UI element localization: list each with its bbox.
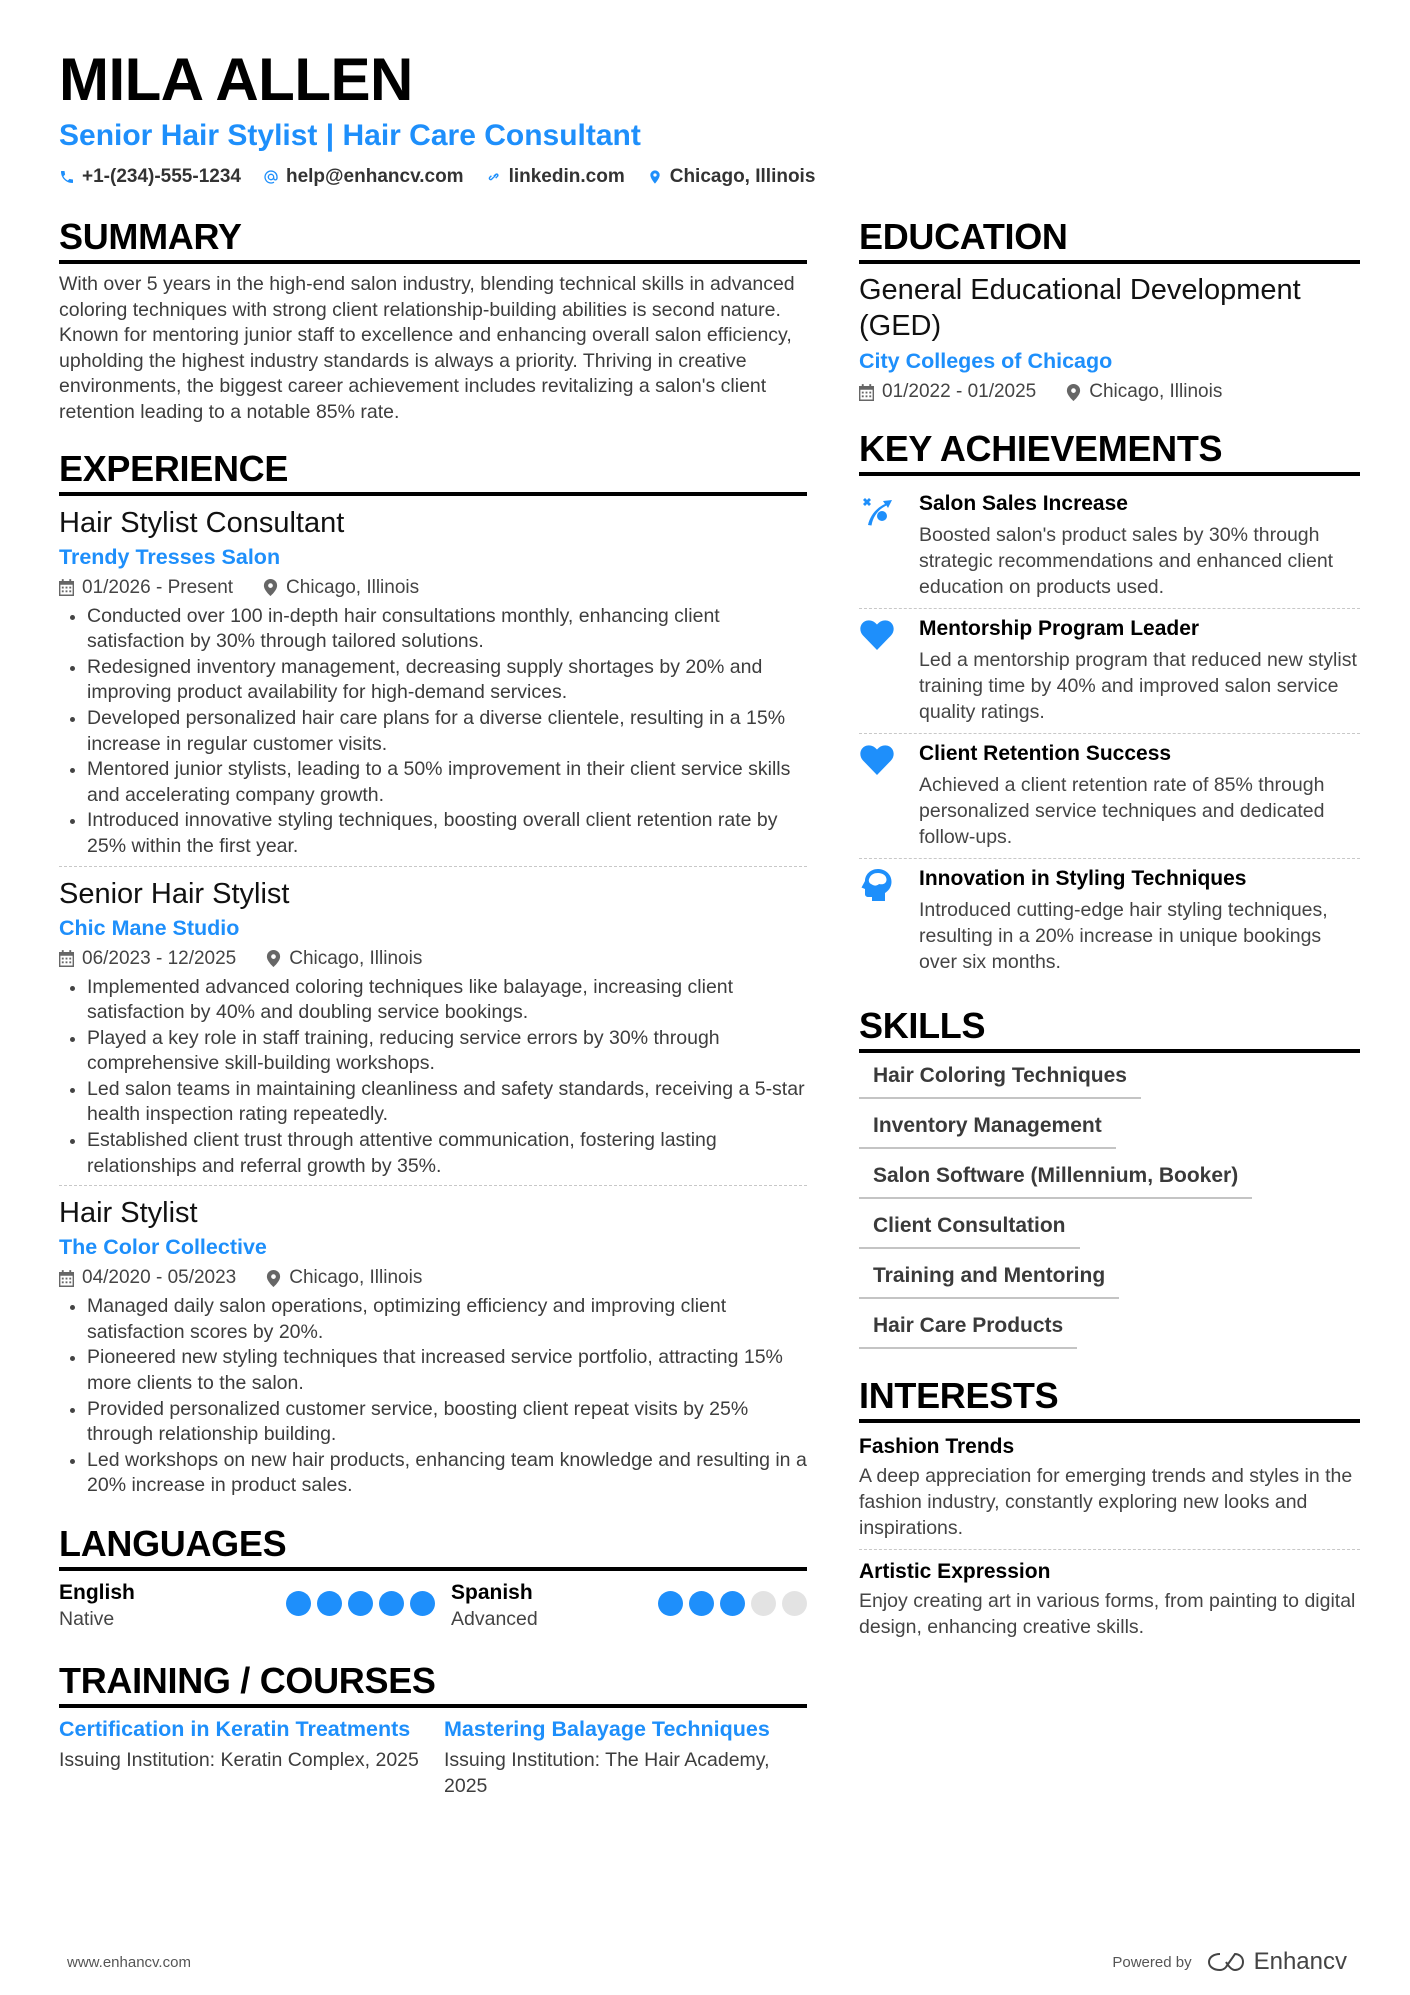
powered-by: [1112, 1948, 1347, 1976]
right-column: [859, 216, 1360, 1670]
section-title-training: TRAINING / COURSES: [59, 1660, 807, 1708]
location-pin-icon: [647, 169, 663, 185]
interests-section: [859, 1375, 1360, 1648]
language-name: English: [59, 1581, 135, 1604]
contact-email[interactable]: [263, 166, 464, 188]
achievement-item: [859, 609, 1360, 734]
job-meta: [59, 1264, 807, 1292]
calendar-icon: [59, 579, 74, 596]
language-list: [59, 1579, 807, 1632]
language-level: Native: [59, 1608, 115, 1630]
calendar-icon: [59, 950, 74, 967]
achievement-item: [859, 734, 1360, 859]
email-text: help@enhancv.com: [285, 166, 464, 187]
dot-filled: [658, 1591, 683, 1616]
course-title: Mastering Balayage Techniques: [444, 1717, 770, 1741]
achievement-desc: Led a mentorship program that reduced new stylist training time by 40% and improved salon service quality ratings.: [919, 649, 1357, 723]
skill-tag: Salon Software (Millennium, Booker): [859, 1161, 1252, 1199]
interest-desc: Enjoy creating art in various forms, from painting to digital design, enhancing creative skills.: [859, 1590, 1356, 1638]
edu-dates-text: 01/2022 - 01/2025: [882, 381, 1037, 402]
bullet: Managed daily salon operations, optimizing efficiency and improving client satisfaction scores by 20%.: [59, 1294, 807, 1345]
course-item: [59, 1716, 422, 1799]
bullet: Implemented advanced coloring techniques like balayage, increasing client satisfaction by 40% and doubling service bookings.: [59, 975, 807, 1026]
achievement-desc: Boosted salon's product sales by 30% through strategic recommendations and enhanced client education on products used.: [919, 524, 1334, 598]
job-title: Hair Stylist: [59, 1197, 198, 1230]
contact-link[interactable]: [486, 166, 625, 188]
job-bullets: [59, 975, 807, 1180]
job-dates-text: 01/2026 - Present: [82, 576, 234, 598]
course-title: Certification in Keratin Treatments: [59, 1717, 411, 1741]
proficiency-dots: [658, 1591, 807, 1616]
section-title-experience: EXPERIENCE: [59, 448, 807, 496]
interest-desc: A deep appreciation for emerging trends and styles in the fashion industry, constantly exploring new looks and inspirations.: [859, 1465, 1353, 1539]
link-icon: [486, 169, 502, 185]
achievement-desc: Introduced cutting-edge hair styling techniques, resulting in a 20% increase in unique bookings over six months.: [919, 899, 1328, 973]
proficiency-dots: [286, 1591, 435, 1616]
achievement-item: [859, 859, 1360, 983]
brand-name: Enhancv: [1253, 1948, 1347, 1975]
job-entry: [59, 1194, 807, 1505]
job-entry: [59, 875, 807, 1187]
education-section: [859, 216, 1360, 406]
dot-empty: [751, 1591, 776, 1616]
bullet: Redesigned inventory management, decreasing supply shortages by 20% and improving product availability for high-demand services.: [59, 655, 807, 706]
calendar-icon: [59, 1270, 74, 1287]
company-name: Trendy Tresses Salon: [59, 544, 281, 569]
candidate-headline: Senior Hair Stylist | Hair Care Consultant: [59, 119, 641, 152]
skill-list: [859, 1061, 1360, 1349]
bullet: Led workshops on new hair products, enhancing team knowledge and resulting in a 20% increase in product sales.: [59, 1448, 807, 1499]
training-section: [59, 1660, 807, 1799]
edu-dates: [859, 378, 1036, 406]
achievement-item: [859, 484, 1360, 609]
language-level: Advanced: [451, 1608, 538, 1630]
section-title-achievements: KEY ACHIEVEMENTS: [859, 428, 1360, 476]
skill-tag: Hair Coloring Techniques: [859, 1061, 1141, 1099]
enhancv-logo-icon: [1206, 1950, 1246, 1974]
at-icon: [263, 169, 279, 185]
skill-tag: Hair Care Products: [859, 1311, 1077, 1349]
resume-header: [59, 44, 1359, 188]
job-dates: [59, 945, 236, 973]
location-pin-icon: [1066, 384, 1081, 401]
job-meta: [59, 945, 807, 973]
dot-filled: [689, 1591, 714, 1616]
dot-filled: [379, 1591, 404, 1616]
brain-head-icon: [859, 867, 895, 903]
edu-degree: General Educational Development (GED): [859, 274, 1301, 342]
job-location: [266, 945, 422, 973]
skill-tag: Inventory Management: [859, 1111, 1116, 1149]
heart-icon: [859, 617, 895, 653]
interest-title: Fashion Trends: [859, 1435, 1015, 1458]
job-dates-text: 04/2020 - 05/2023: [82, 1267, 237, 1289]
job-title: Hair Stylist Consultant: [59, 506, 345, 539]
powered-by-label: Powered by: [1112, 1953, 1192, 1971]
course-item: [444, 1716, 807, 1799]
dot-filled: [286, 1591, 311, 1616]
location-pin-icon: [266, 950, 281, 967]
footer-website-link[interactable]: www.enhancv.com: [67, 1953, 191, 1971]
bullet: Introduced innovative styling techniques, boosting overall client retention rate by 25% within the first year.: [59, 808, 807, 859]
bullet: Provided personalized customer service, boosting client repeat visits by 25% through relationship building.: [59, 1397, 807, 1448]
edu-location-text: Chicago, Illinois: [1089, 381, 1223, 402]
achievement-title: Mentorship Program Leader: [919, 617, 1200, 640]
course-desc: Issuing Institution: The Hair Academy, 2025: [444, 1749, 770, 1797]
page-footer: [67, 1948, 1347, 1976]
location-pin-icon: [266, 1270, 281, 1287]
section-title-education: EDUCATION: [859, 216, 1360, 264]
bullet: Developed personalized hair care plans for a diverse clientele, resulting in a 15% increase in regular customer visits.: [59, 706, 807, 757]
edu-meta: [859, 378, 1360, 406]
skill-tag: Client Consultation: [859, 1211, 1080, 1249]
bullet: Pioneered new styling techniques that increased service portfolio, attracting 15% more clients to the salon.: [59, 1345, 807, 1396]
contact-bar: [59, 166, 1359, 188]
skill-tag: Training and Mentoring: [859, 1261, 1119, 1299]
experience-section: [59, 448, 807, 1505]
job-location-text: Chicago, Illinois: [286, 576, 420, 598]
achievement-title: Innovation in Styling Techniques: [919, 867, 1247, 890]
company-name: The Color Collective: [59, 1235, 267, 1260]
contact-phone[interactable]: [59, 166, 241, 188]
course-list: [59, 1716, 807, 1799]
phone-icon: [59, 169, 75, 185]
location-pin-icon: [263, 579, 278, 596]
job-title: Senior Hair Stylist: [59, 877, 290, 910]
company-name: Chic Mane Studio: [59, 915, 240, 940]
languages-section: [59, 1523, 807, 1632]
language-item: [59, 1579, 451, 1632]
bullet: Conducted over 100 in-depth hair consultations monthly, enhancing client satisfaction by 30% through tailored solutions.: [59, 604, 807, 655]
heart-icon: [859, 742, 895, 778]
interest-item: [859, 1431, 1360, 1550]
achievement-title: Salon Sales Increase: [919, 492, 1128, 515]
section-title-languages: LANGUAGES: [59, 1523, 807, 1571]
job-dates-text: 06/2023 - 12/2025: [82, 947, 237, 969]
strategy-arrow-icon: [859, 492, 895, 528]
job-location-text: Chicago, Illinois: [289, 1267, 423, 1289]
section-title-skills: SKILLS: [859, 1005, 1360, 1053]
job-location-text: Chicago, Illinois: [289, 947, 423, 969]
phone-text: +1-(234)-555-1234: [82, 166, 241, 187]
link-text: linkedin.com: [508, 166, 625, 187]
candidate-name: MILA ALLEN: [59, 46, 413, 113]
skills-section: [859, 1005, 1360, 1349]
bullet: Mentored junior stylists, leading to a 50% improvement in their client service skills and accelerating company growth.: [59, 757, 807, 808]
language-name: Spanish: [451, 1581, 533, 1604]
job-bullets: [59, 1294, 807, 1499]
job-bullets: [59, 604, 807, 860]
dot-filled: [317, 1591, 342, 1616]
job-location: [266, 1264, 422, 1292]
calendar-icon: [859, 384, 874, 401]
edu-school: City Colleges of Chicago: [859, 349, 1113, 373]
job-location: [263, 574, 419, 602]
edu-location: [1066, 378, 1222, 406]
interest-item: [859, 1556, 1360, 1648]
section-title-interests: INTERESTS: [859, 1375, 1360, 1423]
bullet: Established client trust through attentive communication, fostering lasting relationships and referral growth by 35%.: [59, 1128, 807, 1179]
left-column: [59, 216, 807, 1821]
achievements-section: [859, 428, 1360, 983]
job-meta: [59, 574, 807, 602]
contact-location: [647, 166, 816, 188]
brand-logo[interactable]: [1206, 1948, 1347, 1976]
achievement-title: Client Retention Success: [919, 742, 1172, 765]
dot-filled: [720, 1591, 745, 1616]
dot-filled: [410, 1591, 435, 1616]
achievement-desc: Achieved a client retention rate of 85% through personalized service techniques and dedicated follow-ups.: [919, 774, 1325, 848]
bullet: Played a key role in staff training, reducing service errors by 30% through comprehensive skill-building workshops.: [59, 1026, 807, 1077]
interest-title: Artistic Expression: [859, 1560, 1051, 1583]
location-text: Chicago, Illinois: [669, 166, 816, 187]
summary-text: With over 5 years in the high-end salon industry, blending technical skills in advanced coloring techniques with strong client relationship-building abilities is second nature. Known for mentoring junior staff to excellence and enhancing overall salon efficiency, upholding the highest industry standards is always a priority. Thriving in creative environments, the biggest career achievement includes revitalizing a salon's client retention leading to a notable 85% rate.: [59, 273, 795, 423]
language-item: [451, 1579, 807, 1632]
dot-empty: [782, 1591, 807, 1616]
job-dates: [59, 574, 233, 602]
course-desc: Issuing Institution: Keratin Complex, 2025: [59, 1749, 419, 1771]
dot-filled: [348, 1591, 373, 1616]
job-dates: [59, 1264, 236, 1292]
bullet: Led salon teams in maintaining cleanliness and safety standards, receiving a 5-star health inspection rating repeatedly.: [59, 1077, 807, 1128]
summary-section: [59, 216, 807, 426]
section-title-summary: SUMMARY: [59, 216, 807, 264]
job-entry: [59, 504, 807, 867]
